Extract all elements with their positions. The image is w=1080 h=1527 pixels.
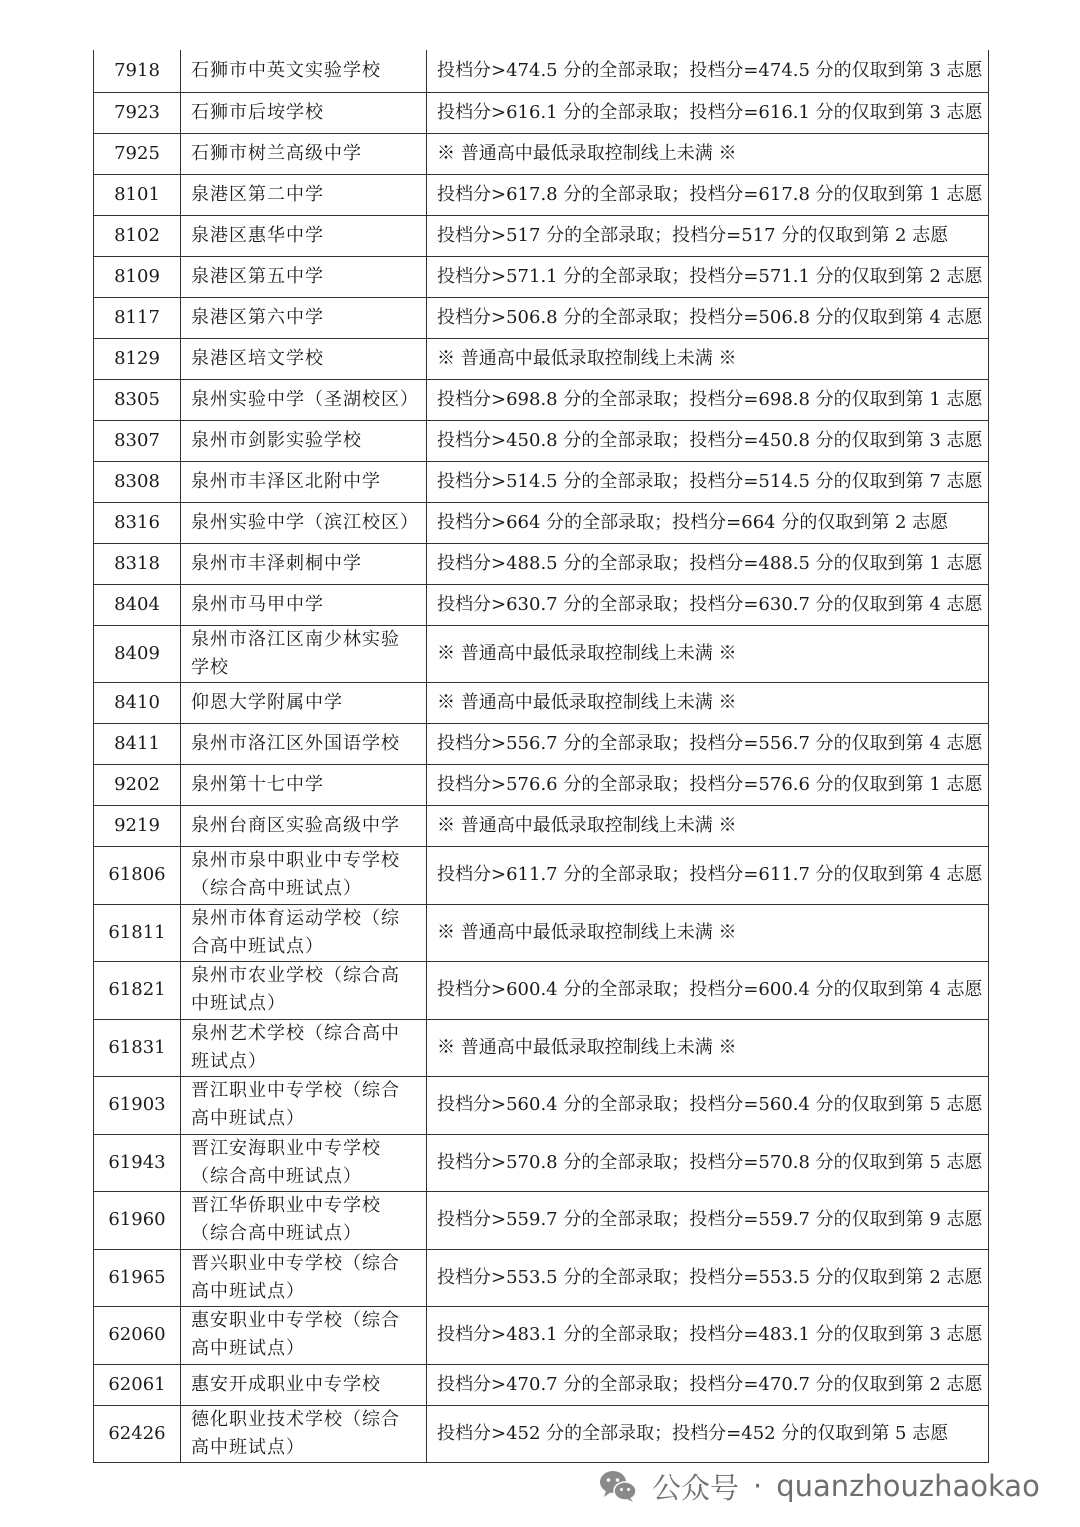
table-row bbox=[94, 625, 989, 683]
table-row bbox=[94, 962, 989, 1020]
school-name-cell: 泉州艺术学校（综合高中班试点） bbox=[181, 1019, 427, 1077]
admission-result-cell: 投档分>617.8 分的全部录取；投档分=617.8 分的仅取到第 1 志愿 bbox=[427, 174, 989, 215]
school-name-cell: 晋江华侨职业中专学校（综合高中班试点） bbox=[181, 1192, 427, 1250]
table-row bbox=[94, 461, 989, 502]
school-code-cell: 61811 bbox=[94, 904, 181, 962]
admission-result-cell: ※ 普通高中最低录取控制线上未满 ※ bbox=[427, 133, 989, 174]
wechat-icon bbox=[598, 1468, 638, 1504]
school-code-cell: 7918 bbox=[94, 50, 181, 92]
school-name-cell: 石狮市中英文实验学校 bbox=[181, 50, 427, 92]
table-row bbox=[94, 1192, 989, 1250]
admission-result-cell: ※ 普通高中最低录取控制线上未满 ※ bbox=[427, 904, 989, 962]
table-row bbox=[94, 584, 989, 625]
school-code-cell: 61943 bbox=[94, 1134, 181, 1192]
school-name-cell: 泉港区惠华中学 bbox=[181, 215, 427, 256]
table-row bbox=[94, 502, 989, 543]
school-code-cell: 8404 bbox=[94, 584, 181, 625]
school-code-cell: 8411 bbox=[94, 724, 181, 765]
watermark-label: 公众号 bbox=[652, 1470, 740, 1505]
school-name-cell: 泉州第十七中学 bbox=[181, 765, 427, 806]
school-name-cell: 德化职业技术学校（综合高中班试点） bbox=[181, 1405, 427, 1463]
table-row bbox=[94, 420, 989, 461]
school-code-cell: 8305 bbox=[94, 379, 181, 420]
school-code-cell: 8318 bbox=[94, 543, 181, 584]
admission-result-cell: 投档分>488.5 分的全部录取；投档分=488.5 分的仅取到第 1 志愿 bbox=[427, 543, 989, 584]
table-row bbox=[94, 338, 989, 379]
table-row bbox=[94, 724, 989, 765]
school-name-cell: 石狮市树兰高级中学 bbox=[181, 133, 427, 174]
table-row bbox=[94, 297, 989, 338]
admission-result-cell: 投档分>506.8 分的全部录取；投档分=506.8 分的仅取到第 4 志愿 bbox=[427, 297, 989, 338]
school-name-cell: 泉港区第二中学 bbox=[181, 174, 427, 215]
admission-result-cell: 投档分>452 分的全部录取；投档分=452 分的仅取到第 5 志愿 bbox=[427, 1405, 989, 1463]
table-row bbox=[94, 379, 989, 420]
school-name-cell: 泉港区第五中学 bbox=[181, 256, 427, 297]
school-name-cell: 惠安开成职业中专学校 bbox=[181, 1364, 427, 1405]
admission-result-cell: 投档分>553.5 分的全部录取；投档分=553.5 分的仅取到第 2 志愿 bbox=[427, 1249, 989, 1307]
school-code-cell: 61965 bbox=[94, 1249, 181, 1307]
admission-result-cell: 投档分>611.7 分的全部录取；投档分=611.7 分的仅取到第 4 志愿 bbox=[427, 847, 989, 905]
school-code-cell: 8117 bbox=[94, 297, 181, 338]
school-code-cell: 62061 bbox=[94, 1364, 181, 1405]
table-row bbox=[94, 904, 989, 962]
school-name-cell: 晋兴职业中专学校（综合高中班试点） bbox=[181, 1249, 427, 1307]
school-code-cell: 61806 bbox=[94, 847, 181, 905]
admission-result-cell: 投档分>576.6 分的全部录取；投档分=576.6 分的仅取到第 1 志愿 bbox=[427, 765, 989, 806]
school-name-cell: 惠安职业中专学校（综合高中班试点） bbox=[181, 1307, 427, 1365]
watermark bbox=[598, 1462, 1040, 1510]
school-name-cell: 泉州市洛江区外国语学校 bbox=[181, 724, 427, 765]
admission-result-cell: 投档分>450.8 分的全部录取；投档分=450.8 分的仅取到第 3 志愿 bbox=[427, 420, 989, 461]
school-code-cell: 8102 bbox=[94, 215, 181, 256]
table-row bbox=[94, 92, 989, 133]
table-row bbox=[94, 765, 989, 806]
school-code-cell: 8316 bbox=[94, 502, 181, 543]
table-row bbox=[94, 133, 989, 174]
admission-result-cell: ※ 普通高中最低录取控制线上未满 ※ bbox=[427, 1019, 989, 1077]
school-name-cell: 泉州市泉中职业中专学校（综合高中班试点） bbox=[181, 847, 427, 905]
admission-result-cell: ※ 普通高中最低录取控制线上未满 ※ bbox=[427, 683, 989, 724]
school-name-cell: 泉州实验中学（滨江校区） bbox=[181, 502, 427, 543]
school-name-cell: 泉州市农业学校（综合高中班试点） bbox=[181, 962, 427, 1020]
table-row bbox=[94, 1364, 989, 1405]
admission-result-cell: 投档分>698.8 分的全部录取；投档分=698.8 分的仅取到第 1 志愿 bbox=[427, 379, 989, 420]
school-code-cell: 61960 bbox=[94, 1192, 181, 1250]
school-code-cell: 9219 bbox=[94, 806, 181, 847]
school-code-cell: 62060 bbox=[94, 1307, 181, 1365]
watermark-account: quanzhouzhaokao bbox=[776, 1469, 1040, 1503]
watermark-separator: · bbox=[753, 1469, 763, 1503]
school-name-cell: 晋江职业中专学校（综合高中班试点） bbox=[181, 1077, 427, 1135]
school-name-cell: 泉港区培文学校 bbox=[181, 338, 427, 379]
table-row bbox=[94, 806, 989, 847]
admission-result-cell: 投档分>514.5 分的全部录取；投档分=514.5 分的仅取到第 7 志愿 bbox=[427, 461, 989, 502]
table-row bbox=[94, 1077, 989, 1135]
table-row bbox=[94, 174, 989, 215]
school-code-cell: 62426 bbox=[94, 1405, 181, 1463]
admission-result-cell: 投档分>616.1 分的全部录取；投档分=616.1 分的仅取到第 3 志愿 bbox=[427, 92, 989, 133]
school-name-cell: 仰恩大学附属中学 bbox=[181, 683, 427, 724]
table-row bbox=[94, 1307, 989, 1365]
admission-result-cell: ※ 普通高中最低录取控制线上未满 ※ bbox=[427, 338, 989, 379]
admission-result-cell: 投档分>556.7 分的全部录取；投档分=556.7 分的仅取到第 4 志愿 bbox=[427, 724, 989, 765]
table-row bbox=[94, 50, 989, 92]
table-row bbox=[94, 1249, 989, 1307]
school-code-cell: 8129 bbox=[94, 338, 181, 379]
admission-result-cell: 投档分>570.8 分的全部录取；投档分=570.8 分的仅取到第 5 志愿 bbox=[427, 1134, 989, 1192]
school-code-cell: 61831 bbox=[94, 1019, 181, 1077]
table-row bbox=[94, 543, 989, 584]
school-name-cell: 泉州市体育运动学校（综合高中班试点） bbox=[181, 904, 427, 962]
table-row bbox=[94, 847, 989, 905]
school-code-cell: 8308 bbox=[94, 461, 181, 502]
school-code-cell: 8109 bbox=[94, 256, 181, 297]
school-name-cell: 晋江安海职业中专学校（综合高中班试点） bbox=[181, 1134, 427, 1192]
table-row bbox=[94, 1405, 989, 1463]
table-row bbox=[94, 215, 989, 256]
admission-result-cell: 投档分>559.7 分的全部录取；投档分=559.7 分的仅取到第 9 志愿 bbox=[427, 1192, 989, 1250]
admission-table bbox=[93, 50, 989, 1463]
table-row bbox=[94, 256, 989, 297]
school-name-cell: 泉港区第六中学 bbox=[181, 297, 427, 338]
admission-result-cell: ※ 普通高中最低录取控制线上未满 ※ bbox=[427, 625, 989, 683]
admission-table-body bbox=[94, 50, 989, 1463]
school-code-cell: 9202 bbox=[94, 765, 181, 806]
admission-result-cell: 投档分>571.1 分的全部录取；投档分=571.1 分的仅取到第 2 志愿 bbox=[427, 256, 989, 297]
admission-result-cell: ※ 普通高中最低录取控制线上未满 ※ bbox=[427, 806, 989, 847]
school-code-cell: 61821 bbox=[94, 962, 181, 1020]
school-code-cell: 7925 bbox=[94, 133, 181, 174]
admission-result-cell: 投档分>630.7 分的全部录取；投档分=630.7 分的仅取到第 4 志愿 bbox=[427, 584, 989, 625]
school-code-cell: 8410 bbox=[94, 683, 181, 724]
table-row bbox=[94, 683, 989, 724]
school-name-cell: 泉州实验中学（圣湖校区） bbox=[181, 379, 427, 420]
admission-table-container bbox=[93, 50, 988, 1463]
table-row bbox=[94, 1019, 989, 1077]
table-row bbox=[94, 1134, 989, 1192]
school-name-cell: 泉州市丰泽区北附中学 bbox=[181, 461, 427, 502]
admission-result-cell: 投档分>483.1 分的全部录取；投档分=483.1 分的仅取到第 3 志愿 bbox=[427, 1307, 989, 1365]
admission-result-cell: 投档分>470.7 分的全部录取；投档分=470.7 分的仅取到第 2 志愿 bbox=[427, 1364, 989, 1405]
admission-result-cell: 投档分>664 分的全部录取；投档分=664 分的仅取到第 2 志愿 bbox=[427, 502, 989, 543]
school-name-cell: 石狮市后垵学校 bbox=[181, 92, 427, 133]
admission-result-cell: 投档分>517 分的全部录取；投档分=517 分的仅取到第 2 志愿 bbox=[427, 215, 989, 256]
admission-result-cell: 投档分>600.4 分的全部录取；投档分=600.4 分的仅取到第 4 志愿 bbox=[427, 962, 989, 1020]
school-name-cell: 泉州市洛江区南少林实验学校 bbox=[181, 625, 427, 683]
school-code-cell: 8101 bbox=[94, 174, 181, 215]
admission-result-cell: 投档分>560.4 分的全部录取；投档分=560.4 分的仅取到第 5 志愿 bbox=[427, 1077, 989, 1135]
school-code-cell: 8409 bbox=[94, 625, 181, 683]
admission-result-cell: 投档分>474.5 分的全部录取；投档分=474.5 分的仅取到第 3 志愿 bbox=[427, 50, 989, 92]
school-code-cell: 8307 bbox=[94, 420, 181, 461]
school-code-cell: 7923 bbox=[94, 92, 181, 133]
school-name-cell: 泉州台商区实验高级中学 bbox=[181, 806, 427, 847]
school-name-cell: 泉州市剑影实验学校 bbox=[181, 420, 427, 461]
school-name-cell: 泉州市丰泽刺桐中学 bbox=[181, 543, 427, 584]
school-name-cell: 泉州市马甲中学 bbox=[181, 584, 427, 625]
school-code-cell: 61903 bbox=[94, 1077, 181, 1135]
